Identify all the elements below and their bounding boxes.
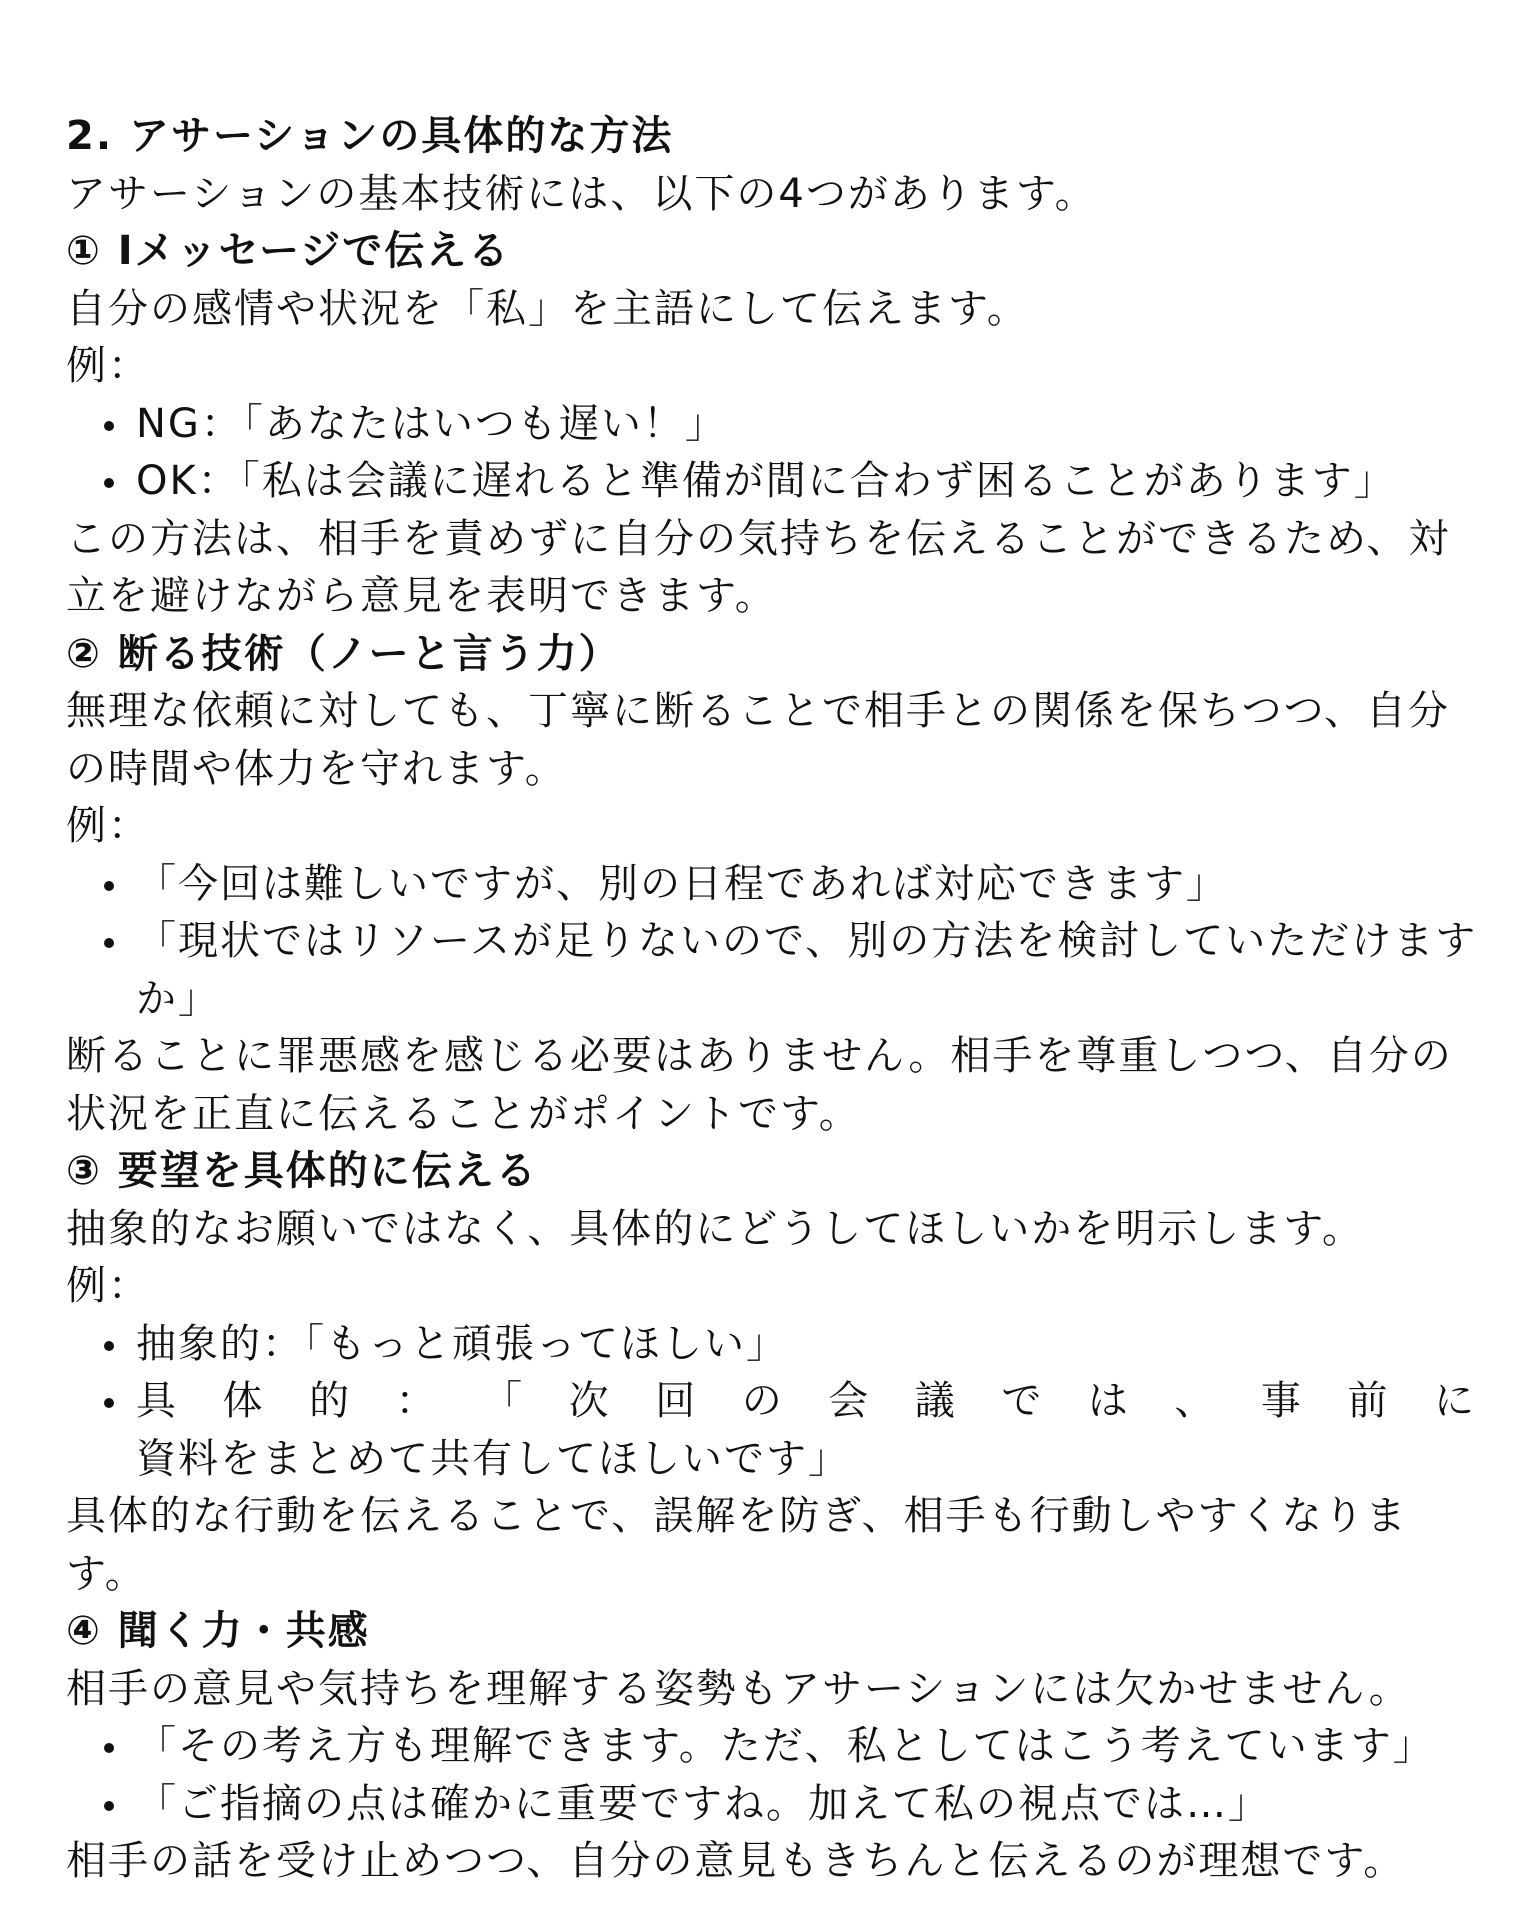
list-item: OK：「私は会議に遅れると準備が間に合わず困ることがあります」 (66, 453, 1476, 511)
bullet-icon (104, 421, 114, 431)
list-item: 「今回は難しいですが、別の日程であれば対応できます」 (66, 856, 1476, 914)
justified-line: 具 体 的 ： 「 次 回 の 会 議 で は 、 事 前 に (136, 1378, 1476, 1424)
list-item: 「ご指摘の点は確かに重要ですね。加えて私の視点では…」 (66, 1776, 1476, 1834)
s1-summary: この方法は、相手を責めずに自分の気持ちを伝えることができるため、対 立を避けながら意見を表明できます。 (66, 515, 1451, 619)
bullet-icon (104, 1801, 114, 1811)
s1-example-label: 例： (66, 343, 150, 389)
bullet-icon (104, 1398, 114, 1408)
s4-description: 相手の意見や気持ちを理解する姿勢もアサーションには欠かせません。 (66, 1665, 1411, 1712)
list-item: 具 体 的 ： 「 次 回 の 会 議 で は 、 事 前 に 資料をまとめて共有してほしいです」 (66, 1373, 1476, 1488)
s1-heading: ① Iメッセージで伝える (66, 228, 511, 274)
list-item: 「その考え方も理解できます。ただ、私としてはこう考えています」 (66, 1718, 1476, 1776)
bullet-icon (104, 881, 114, 891)
s3-example-label: 例： (66, 1263, 150, 1309)
intro-text: アサーションの基本技術には、以下の4つがあります。 (66, 170, 1097, 217)
s3-description: 抽象的なお願いではなく、具体的にどうしてほしいかを明示します。 (66, 1205, 1364, 1252)
bullet-icon (104, 938, 114, 948)
s3-heading: ③ 要望を具体的に伝える (66, 1148, 538, 1194)
s2-example-list (66, 856, 1476, 1029)
document-body (66, 108, 1476, 1891)
list-item: 「現状ではリソースが足りないので、別の方法を検討していただけます か」 (66, 913, 1476, 1028)
s3-summary: 具体的な行動を伝えることで、誤解を防ぎ、相手も行動しやすくなりま す。 (66, 1493, 1408, 1597)
s4-heading: ④ 聞く力・共感 (66, 1608, 370, 1654)
s3-example-list (66, 1316, 1476, 1489)
s2-heading: ② 断る技術（ノーと言う力） (66, 630, 621, 677)
s4-example-list (66, 1718, 1476, 1833)
s2-description: 無理な依頼に対しても、丁寧に断ることで相手との関係を保ちつつ、自分 の時間や体力を守れます。 (66, 688, 1450, 792)
s1-example-list (66, 396, 1476, 511)
s2-summary: 断ることに罪悪感を感じる必要はありません。相手を尊重しつつ、自分の 状況を正直に伝えることがポイントです。 (66, 1033, 1453, 1137)
bullet-icon (104, 1743, 114, 1753)
bullet-icon (104, 1341, 114, 1351)
s1-description: 自分の感情や状況を「私」を主語にして伝えます。 (66, 285, 1029, 332)
section-title: 2. アサーションの具体的な方法 (66, 113, 674, 159)
s2-example-label: 例： (66, 803, 150, 849)
s4-summary: 相手の話を受け止めつつ、自分の意見もきちんと伝えるのが理想です。 (66, 1838, 1406, 1884)
bullet-icon (104, 478, 114, 488)
list-item: 抽象的：「もっと頑張ってほしい」 (66, 1316, 1476, 1374)
list-item: NG：「あなたはいつも遅い！」 (66, 396, 1476, 454)
